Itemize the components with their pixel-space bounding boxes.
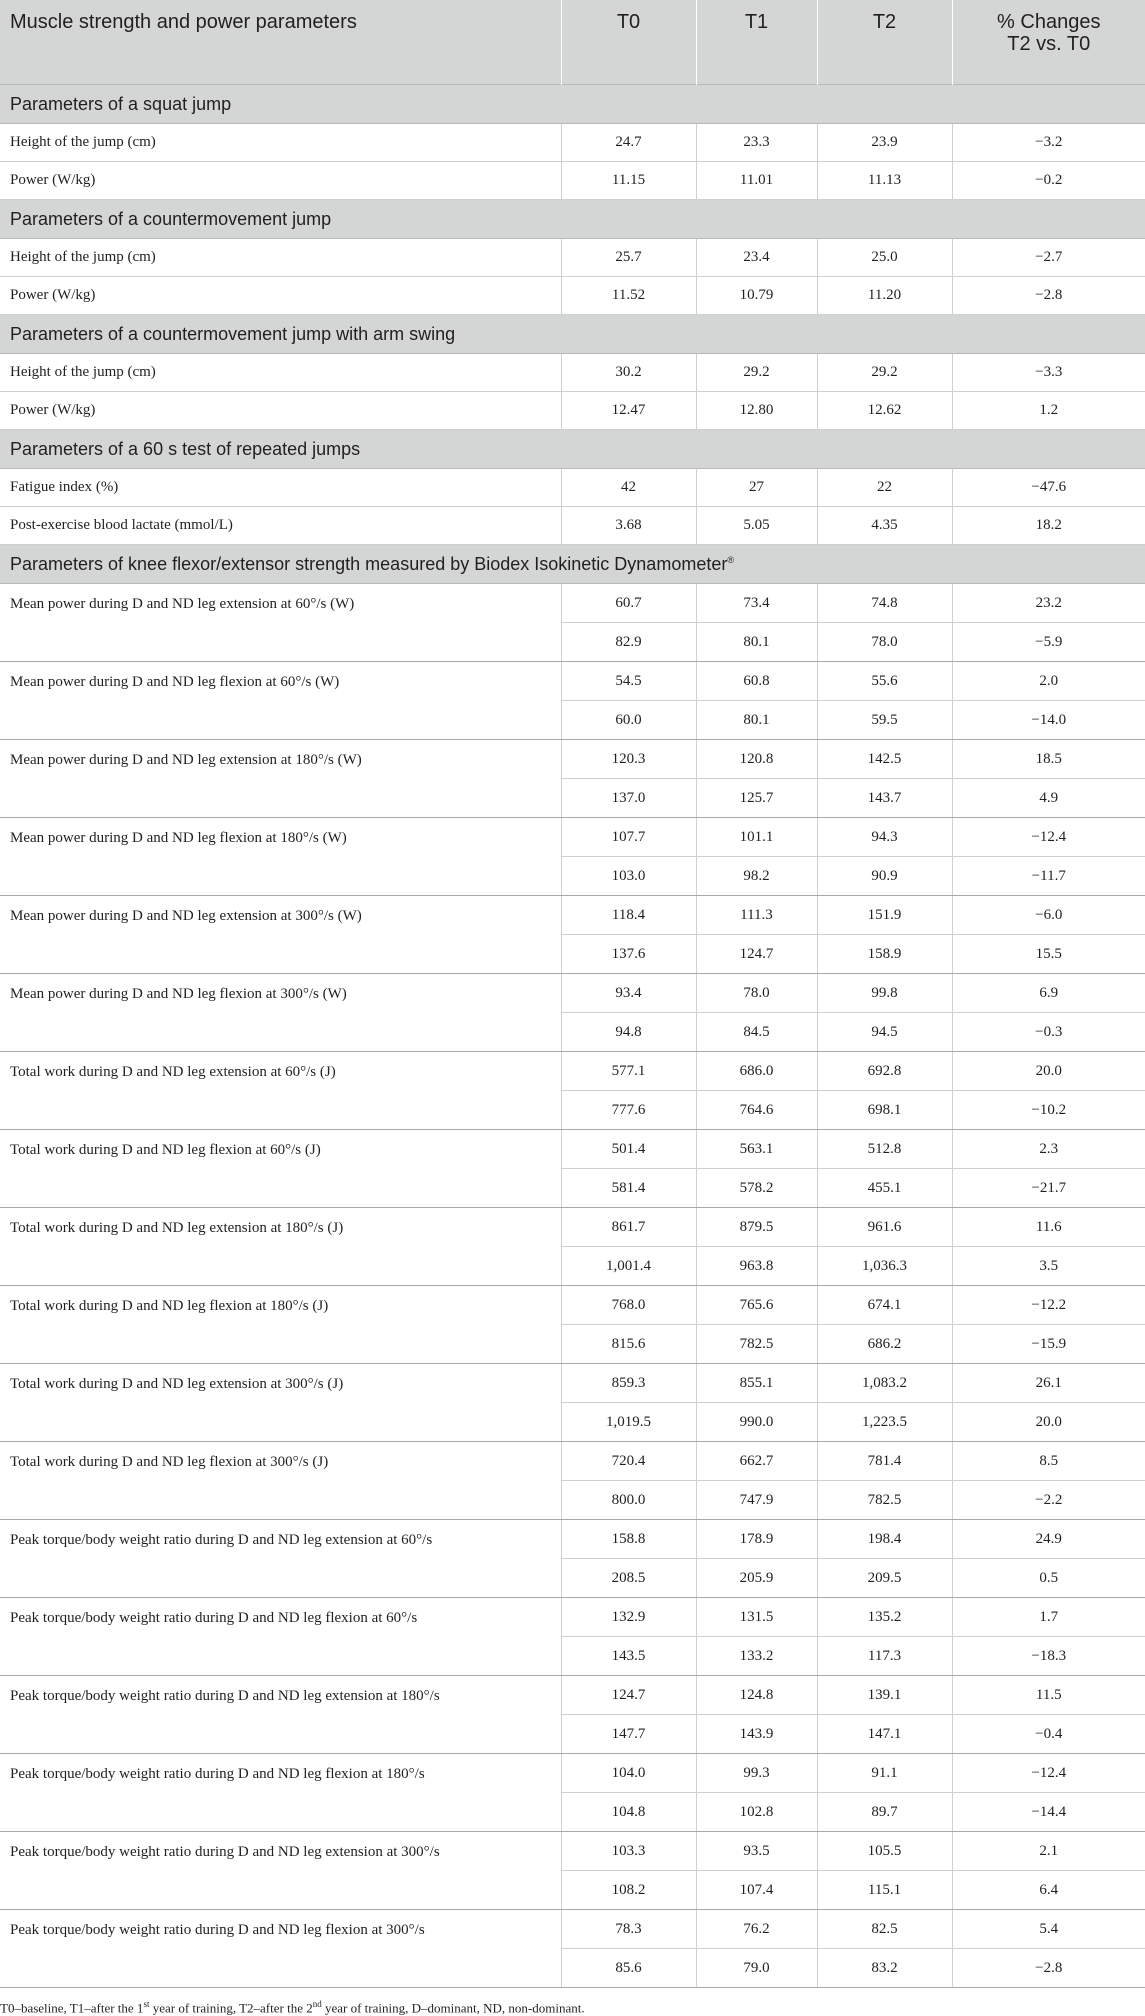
- value-t0: 118.4: [561, 896, 696, 935]
- value-percent-change: 0.5: [952, 1559, 1145, 1598]
- section-title: Parameters of a countermovement jump: [0, 200, 1145, 239]
- value-percent-change: 3.5: [952, 1247, 1145, 1286]
- value-t1: 10.79: [696, 277, 817, 315]
- value-t0: 103.3: [561, 1832, 696, 1871]
- value-t1: 99.3: [696, 1754, 817, 1793]
- value-percent-change: −14.0: [952, 701, 1145, 740]
- row-label: Fatigue index (%): [0, 469, 561, 507]
- value-t1: 765.6: [696, 1286, 817, 1325]
- value-percent-change: 5.4: [952, 1910, 1145, 1949]
- header-t1: T1: [696, 0, 817, 85]
- value-t1: 963.8: [696, 1247, 817, 1286]
- row-label: Mean power during D and ND leg flexion at 300°/s (W): [0, 974, 561, 1052]
- value-t0: 11.52: [561, 277, 696, 315]
- value-t0: 815.6: [561, 1325, 696, 1364]
- value-t0: 147.7: [561, 1715, 696, 1754]
- value-t0: 859.3: [561, 1364, 696, 1403]
- value-t2: 105.5: [817, 1832, 952, 1871]
- value-percent-change: 6.4: [952, 1871, 1145, 1910]
- value-percent-change: 24.9: [952, 1520, 1145, 1559]
- value-t0: 108.2: [561, 1871, 696, 1910]
- value-t2: 781.4: [817, 1442, 952, 1481]
- table-row-dominant: [0, 896, 1145, 935]
- header-percent-change-line1: % Changes: [997, 11, 1101, 33]
- value-t1: 73.4: [696, 584, 817, 623]
- value-t2: 89.7: [817, 1793, 952, 1832]
- value-t1: 125.7: [696, 779, 817, 818]
- table-row: [0, 354, 1145, 392]
- section-header: [0, 200, 1145, 239]
- value-percent-change: −12.4: [952, 818, 1145, 857]
- value-t2: 139.1: [817, 1676, 952, 1715]
- value-t2: 1,036.3: [817, 1247, 952, 1286]
- section-title: Parameters of knee flexor/extensor strength measured by Biodex Isokinetic Dynamometer®: [0, 545, 1145, 584]
- table-row-dominant: [0, 974, 1145, 1013]
- value-t2: 135.2: [817, 1598, 952, 1637]
- value-t0: 78.3: [561, 1910, 696, 1949]
- value-t2: 11.20: [817, 277, 952, 315]
- value-t0: 42: [561, 469, 696, 507]
- value-t2: 74.8: [817, 584, 952, 623]
- table-row-dominant: [0, 1442, 1145, 1481]
- value-percent-change: −3.3: [952, 354, 1145, 392]
- value-percent-change: 6.9: [952, 974, 1145, 1013]
- value-t2: 90.9: [817, 857, 952, 896]
- table-row: [0, 277, 1145, 315]
- value-t0: 137.0: [561, 779, 696, 818]
- value-percent-change: 15.5: [952, 935, 1145, 974]
- value-percent-change: −21.7: [952, 1169, 1145, 1208]
- section-title: Parameters of a squat jump: [0, 85, 1145, 124]
- value-percent-change: −2.2: [952, 1481, 1145, 1520]
- value-percent-change: 2.3: [952, 1130, 1145, 1169]
- row-label: Height of the jump (cm): [0, 124, 561, 162]
- row-label: Peak torque/body weight ratio during D and ND leg flexion at 60°/s: [0, 1598, 561, 1676]
- value-t1: 93.5: [696, 1832, 817, 1871]
- value-t2: 23.9: [817, 124, 952, 162]
- value-t2: 143.7: [817, 779, 952, 818]
- value-t0: 132.9: [561, 1598, 696, 1637]
- value-percent-change: 20.0: [952, 1403, 1145, 1442]
- value-t2: 83.2: [817, 1949, 952, 1988]
- value-percent-change: −0.3: [952, 1013, 1145, 1052]
- value-t2: 782.5: [817, 1481, 952, 1520]
- value-t1: 124.7: [696, 935, 817, 974]
- table-row-dominant: [0, 1832, 1145, 1871]
- table-row: [0, 469, 1145, 507]
- value-t2: 1,083.2: [817, 1364, 952, 1403]
- value-t2: 94.5: [817, 1013, 952, 1052]
- table-row: [0, 162, 1145, 200]
- value-percent-change: 18.5: [952, 740, 1145, 779]
- value-t0: 107.7: [561, 818, 696, 857]
- value-percent-change: 1.7: [952, 1598, 1145, 1637]
- table-row-dominant: [0, 1052, 1145, 1091]
- table-row-dominant: [0, 1754, 1145, 1793]
- value-t0: 103.0: [561, 857, 696, 896]
- value-percent-change: −2.7: [952, 239, 1145, 277]
- table-row-dominant: [0, 740, 1145, 779]
- value-t0: 137.6: [561, 935, 696, 974]
- value-t1: 686.0: [696, 1052, 817, 1091]
- value-t2: 25.0: [817, 239, 952, 277]
- value-t2: 198.4: [817, 1520, 952, 1559]
- value-percent-change: 23.2: [952, 584, 1145, 623]
- value-t0: 60.7: [561, 584, 696, 623]
- value-t0: 768.0: [561, 1286, 696, 1325]
- row-label: Total work during D and ND leg flexion at 180°/s (J): [0, 1286, 561, 1364]
- table-row-dominant: [0, 818, 1145, 857]
- value-percent-change: −15.9: [952, 1325, 1145, 1364]
- value-t2: 674.1: [817, 1286, 952, 1325]
- value-t2: 11.13: [817, 162, 952, 200]
- section-header: [0, 545, 1145, 584]
- value-percent-change: −18.3: [952, 1637, 1145, 1676]
- value-t0: 94.8: [561, 1013, 696, 1052]
- value-t0: 25.7: [561, 239, 696, 277]
- value-t1: 79.0: [696, 1949, 817, 1988]
- value-percent-change: −5.9: [952, 623, 1145, 662]
- row-label: Peak torque/body weight ratio during D and ND leg extension at 300°/s: [0, 1832, 561, 1910]
- value-percent-change: 8.5: [952, 1442, 1145, 1481]
- value-t0: 104.0: [561, 1754, 696, 1793]
- value-t2: 59.5: [817, 701, 952, 740]
- value-percent-change: −12.4: [952, 1754, 1145, 1793]
- value-t2: 158.9: [817, 935, 952, 974]
- header-percent-change: [952, 0, 1145, 85]
- table-row-dominant: [0, 1208, 1145, 1247]
- table-row: [0, 124, 1145, 162]
- value-percent-change: 2.0: [952, 662, 1145, 701]
- value-t2: 455.1: [817, 1169, 952, 1208]
- value-t1: 80.1: [696, 623, 817, 662]
- value-percent-change: 4.9: [952, 779, 1145, 818]
- value-t0: 60.0: [561, 701, 696, 740]
- value-t1: 178.9: [696, 1520, 817, 1559]
- value-t0: 93.4: [561, 974, 696, 1013]
- value-percent-change: −6.0: [952, 896, 1145, 935]
- table-row-dominant: [0, 1676, 1145, 1715]
- row-label: Power (W/kg): [0, 162, 561, 200]
- value-t2: 22: [817, 469, 952, 507]
- value-t1: 5.05: [696, 507, 817, 545]
- value-t1: 133.2: [696, 1637, 817, 1676]
- value-percent-change: −2.8: [952, 1949, 1145, 1988]
- value-t0: 82.9: [561, 623, 696, 662]
- value-t1: 11.01: [696, 162, 817, 200]
- value-percent-change: 18.2: [952, 507, 1145, 545]
- value-t0: 777.6: [561, 1091, 696, 1130]
- row-label: Mean power during D and ND leg extension at 180°/s (W): [0, 740, 561, 818]
- section-title: Parameters of a 60 s test of repeated jumps: [0, 430, 1145, 469]
- table-row-dominant: [0, 584, 1145, 623]
- value-percent-change: 26.1: [952, 1364, 1145, 1403]
- value-t2: 82.5: [817, 1910, 952, 1949]
- row-label: Post-exercise blood lactate (mmol/L): [0, 507, 561, 545]
- value-percent-change: −12.2: [952, 1286, 1145, 1325]
- footnote: T0–baseline, T1–after the 1st year of training, T2–after the 2nd year of training, D–dominant, ND, non-dominant.: [0, 1999, 585, 2016]
- table-row-dominant: [0, 1364, 1145, 1403]
- value-t1: 124.8: [696, 1676, 817, 1715]
- value-t2: 99.8: [817, 974, 952, 1013]
- value-t0: 54.5: [561, 662, 696, 701]
- row-label: Height of the jump (cm): [0, 354, 561, 392]
- value-t2: 4.35: [817, 507, 952, 545]
- value-t1: 107.4: [696, 1871, 817, 1910]
- value-t2: 692.8: [817, 1052, 952, 1091]
- value-t1: 84.5: [696, 1013, 817, 1052]
- value-t2: 512.8: [817, 1130, 952, 1169]
- value-t1: 131.5: [696, 1598, 817, 1637]
- value-t0: 720.4: [561, 1442, 696, 1481]
- value-t0: 104.8: [561, 1793, 696, 1832]
- value-t2: 29.2: [817, 354, 952, 392]
- value-t1: 782.5: [696, 1325, 817, 1364]
- value-t0: 501.4: [561, 1130, 696, 1169]
- value-t1: 747.9: [696, 1481, 817, 1520]
- value-t0: 577.1: [561, 1052, 696, 1091]
- value-t2: 94.3: [817, 818, 952, 857]
- value-t1: 111.3: [696, 896, 817, 935]
- value-t1: 578.2: [696, 1169, 817, 1208]
- value-t2: 151.9: [817, 896, 952, 935]
- value-t0: 208.5: [561, 1559, 696, 1598]
- value-t0: 30.2: [561, 354, 696, 392]
- value-t2: 55.6: [817, 662, 952, 701]
- value-t1: 102.8: [696, 1793, 817, 1832]
- value-t0: 11.15: [561, 162, 696, 200]
- value-t1: 80.1: [696, 701, 817, 740]
- section-header: [0, 430, 1145, 469]
- row-label: Height of the jump (cm): [0, 239, 561, 277]
- value-t1: 78.0: [696, 974, 817, 1013]
- value-t1: 143.9: [696, 1715, 817, 1754]
- value-t2: 961.6: [817, 1208, 952, 1247]
- row-label: Power (W/kg): [0, 277, 561, 315]
- value-t1: 98.2: [696, 857, 817, 896]
- value-t2: 12.62: [817, 392, 952, 430]
- row-label: Total work during D and ND leg flexion at 60°/s (J): [0, 1130, 561, 1208]
- value-t0: 120.3: [561, 740, 696, 779]
- value-t1: 120.8: [696, 740, 817, 779]
- value-t2: 115.1: [817, 1871, 952, 1910]
- value-t1: 12.80: [696, 392, 817, 430]
- value-percent-change: 2.1: [952, 1832, 1145, 1871]
- value-t2: 686.2: [817, 1325, 952, 1364]
- value-t0: 1,019.5: [561, 1403, 696, 1442]
- value-t0: 158.8: [561, 1520, 696, 1559]
- value-t0: 24.7: [561, 124, 696, 162]
- table-row: [0, 239, 1145, 277]
- value-t0: 124.7: [561, 1676, 696, 1715]
- row-label: Peak torque/body weight ratio during D and ND leg flexion at 180°/s: [0, 1754, 561, 1832]
- row-label: Total work during D and ND leg extension at 180°/s (J): [0, 1208, 561, 1286]
- table-row: [0, 392, 1145, 430]
- value-t2: 209.5: [817, 1559, 952, 1598]
- row-label: Total work during D and ND leg extension at 60°/s (J): [0, 1052, 561, 1130]
- value-t1: 101.1: [696, 818, 817, 857]
- section-header: [0, 85, 1145, 124]
- header-percent-change-line2: T2 vs. T0: [1007, 33, 1091, 55]
- section-header: [0, 315, 1145, 354]
- value-t2: 147.1: [817, 1715, 952, 1754]
- row-label: Total work during D and ND leg extension at 300°/s (J): [0, 1364, 561, 1442]
- row-label: Mean power during D and ND leg extension at 60°/s (W): [0, 584, 561, 662]
- table-row-dominant: [0, 1130, 1145, 1169]
- value-t0: 581.4: [561, 1169, 696, 1208]
- value-t0: 1,001.4: [561, 1247, 696, 1286]
- value-percent-change: −11.7: [952, 857, 1145, 896]
- value-percent-change: 11.5: [952, 1676, 1145, 1715]
- value-t1: 27: [696, 469, 817, 507]
- row-label: Total work during D and ND leg flexion at 300°/s (J): [0, 1442, 561, 1520]
- value-t1: 60.8: [696, 662, 817, 701]
- header-parameters: Muscle strength and power parameters: [0, 0, 561, 85]
- header-t2: T2: [817, 0, 952, 85]
- value-t2: 78.0: [817, 623, 952, 662]
- value-t0: 85.6: [561, 1949, 696, 1988]
- table-row-dominant: [0, 1520, 1145, 1559]
- table-row-dominant: [0, 662, 1145, 701]
- value-t2: 91.1: [817, 1754, 952, 1793]
- value-percent-change: −2.8: [952, 277, 1145, 315]
- value-t1: 879.5: [696, 1208, 817, 1247]
- value-percent-change: −3.2: [952, 124, 1145, 162]
- value-t1: 662.7: [696, 1442, 817, 1481]
- value-t1: 563.1: [696, 1130, 817, 1169]
- value-t1: 76.2: [696, 1910, 817, 1949]
- value-t2: 117.3: [817, 1637, 952, 1676]
- value-t0: 861.7: [561, 1208, 696, 1247]
- value-t0: 143.5: [561, 1637, 696, 1676]
- value-t2: 1,223.5: [817, 1403, 952, 1442]
- value-percent-change: 20.0: [952, 1052, 1145, 1091]
- value-t1: 764.6: [696, 1091, 817, 1130]
- row-label: Mean power during D and ND leg flexion at 180°/s (W): [0, 818, 561, 896]
- row-label: Peak torque/body weight ratio during D and ND leg extension at 180°/s: [0, 1676, 561, 1754]
- value-percent-change: 1.2: [952, 392, 1145, 430]
- value-t1: 855.1: [696, 1364, 817, 1403]
- value-percent-change: −47.6: [952, 469, 1145, 507]
- row-label: Mean power during D and ND leg flexion at 60°/s (W): [0, 662, 561, 740]
- value-t1: 29.2: [696, 354, 817, 392]
- value-percent-change: −0.4: [952, 1715, 1145, 1754]
- value-t0: 12.47: [561, 392, 696, 430]
- value-t1: 990.0: [696, 1403, 817, 1442]
- value-t1: 205.9: [696, 1559, 817, 1598]
- registered-mark: ®: [727, 554, 734, 565]
- header-row: [0, 0, 1145, 85]
- value-t2: 698.1: [817, 1091, 952, 1130]
- table-row-dominant: [0, 1910, 1145, 1949]
- value-percent-change: −0.2: [952, 162, 1145, 200]
- value-percent-change: 11.6: [952, 1208, 1145, 1247]
- table-row-dominant: [0, 1286, 1145, 1325]
- section-title: Parameters of a countermovement jump with arm swing: [0, 315, 1145, 354]
- value-t2: 142.5: [817, 740, 952, 779]
- row-label: Peak torque/body weight ratio during D and ND leg extension at 60°/s: [0, 1520, 561, 1598]
- row-label: Power (W/kg): [0, 392, 561, 430]
- header-t0: T0: [561, 0, 696, 85]
- value-t1: 23.4: [696, 239, 817, 277]
- value-percent-change: −10.2: [952, 1091, 1145, 1130]
- value-t1: 23.3: [696, 124, 817, 162]
- value-t0: 3.68: [561, 507, 696, 545]
- value-percent-change: −14.4: [952, 1793, 1145, 1832]
- value-t0: 800.0: [561, 1481, 696, 1520]
- table-row: [0, 507, 1145, 545]
- row-label: Mean power during D and ND leg extension at 300°/s (W): [0, 896, 561, 974]
- row-label: Peak torque/body weight ratio during D and ND leg flexion at 300°/s: [0, 1910, 561, 1988]
- table-row-dominant: [0, 1598, 1145, 1637]
